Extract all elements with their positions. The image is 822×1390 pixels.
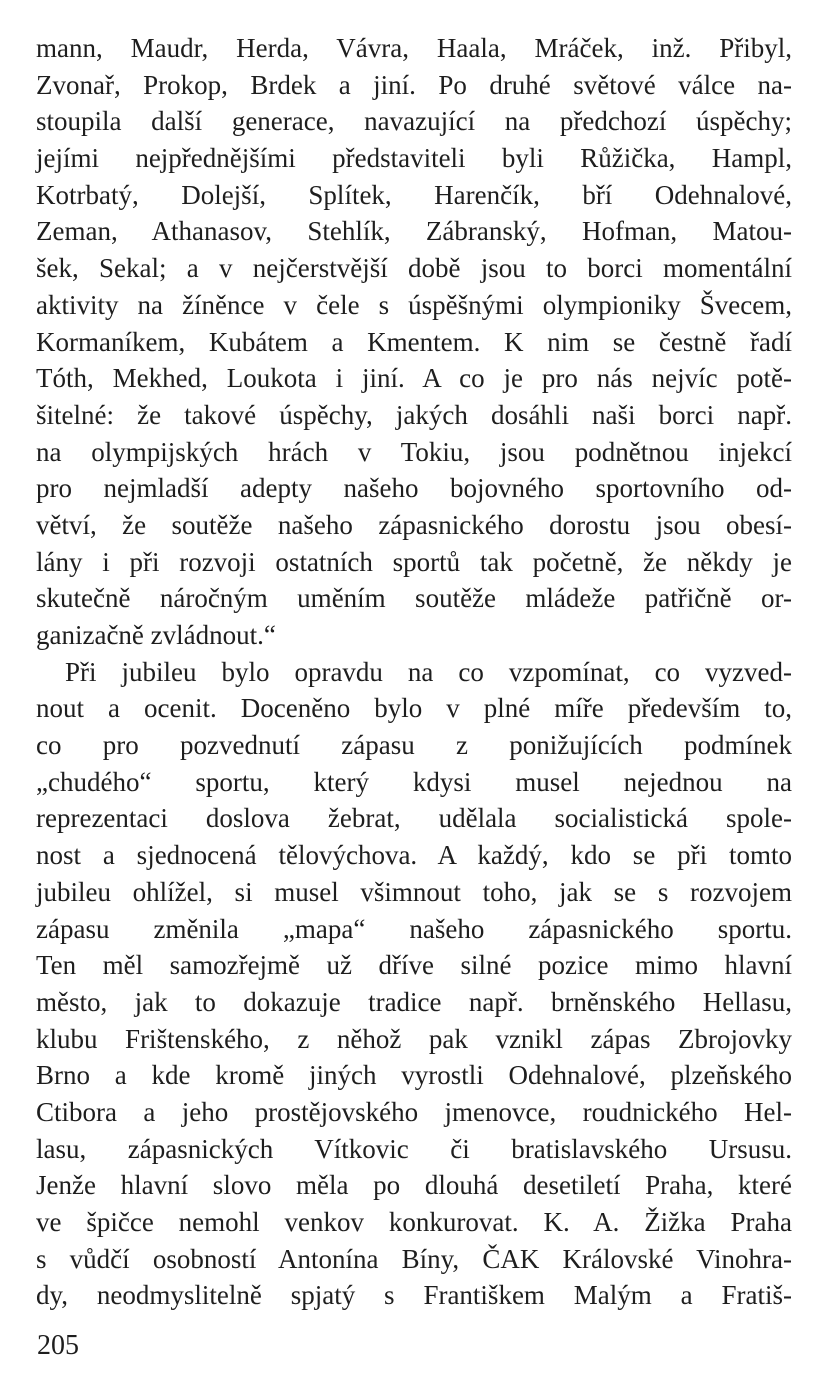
page-number: 205 [37,1330,79,1361]
text-line: Jenže hlavní slovo měla po dlouhá desetiletí Praha, které [36,1170,792,1201]
text-line: město, jak to dokazuje tradice např. brněnského Hellasu, [36,986,792,1017]
text-line: na olympijských hrách v Tokiu, jsou podnětnou injekcí [36,436,792,467]
text-line: skutečně náročným uměním soutěže mládeže patřičně or- [36,583,792,614]
text-line: aktivity na žíněnce v čele s úspěšnými olympioniky Švecem, [36,289,792,320]
text-line: šitelné: že takové úspěchy, jakých dosáhli naši borci např. [36,399,792,430]
text-line: stoupila další generace, navazující na předchozí úspěchy; [36,106,792,137]
text-line: zápasu změnila „mapa“ našeho zápasnického sportu. [36,913,792,944]
text-line: dy, neodmyslitelně spjatý s Františkem Malým a Fratiš- [36,1280,792,1311]
text-line: klubu Frištenského, z něhož pak vznikl zápas Zbrojovky [36,1023,792,1054]
text-line: pro nejmladší adepty našeho bojovného sportovního od- [36,473,792,504]
body-text [36,30,792,1314]
text-line: nout a ocenit. Doceněno bylo v plné míře především to, [36,693,792,724]
text-line: lasu, zápasnických Vítkovic či bratislavského Ursusu. [36,1133,792,1164]
text-line: nost a sjednocená tělovýchova. A každý, kdo se při tomto [36,840,792,871]
text-line: jejími nejpřednějšími představiteli byli Růžička, Hampl, [36,143,792,174]
text-line: Zvonař, Prokop, Brdek a jiní. Po druhé světové válce na- [36,69,792,100]
text-line: Při jubileu bylo opravdu na co vzpomínat, co vyzved- [65,656,792,687]
paragraph-2 [36,654,792,1314]
text-line: Ctibora a jeho prostějovského jmenovce, roudnického Hel- [36,1096,792,1127]
text-line: Kotrbatý, Dolejší, Splítek, Harenčík, bří Odehnalové, [36,179,792,210]
text-line: lány i při rozvoji ostatních sportů tak početně, že někdy je [36,546,792,577]
text-line: šek, Sekal; a v nejčerstvější době jsou to borci momentální [36,253,792,284]
text-line: „chudého“ sportu, který kdysi musel nejednou na [36,766,792,797]
text-line: Ten měl samozřejmě už dříve silné pozice mimo hlavní [36,950,792,981]
text-line: co pro pozvednutí zápasu z ponižujících podmínek [36,730,792,761]
text-line: větví, že soutěže našeho zápasnického dorostu jsou obesí- [36,509,792,540]
text-line: ganizačně zvládnout.“ [36,620,276,650]
text-line: ve špičce nemohl venkov konkurovat. K. A. Žižka Praha [36,1207,792,1237]
text-line: Zeman, Athanasov, Stehlík, Zábranský, Hofman, Matou- [36,216,792,247]
text-line: s vůdčí osobností Antonína Bíny, ČAK Královské Vinohra- [36,1243,792,1274]
text-line: Tóth, Mekhed, Loukota i jiní. A co je pro nás nejvíc potě- [36,363,792,394]
paragraph-1 [36,30,792,654]
text-line: Brno a kde kromě jiných vyrostli Odehnalové, plzeňského [36,1060,792,1091]
text-line: reprezentaci doslova žebrat, udělala socialistická spole- [36,803,792,834]
text-line: mann, Maudr, Herda, Vávra, Haala, Mráček, inž. Přibyl, [36,33,792,63]
text-line: jubileu ohlížel, si musel všimnout toho, jak se s rozvojem [36,876,792,907]
text-line: Kormaníkem, Kubátem a Kmentem. K nim se čestně řadí [36,326,792,357]
